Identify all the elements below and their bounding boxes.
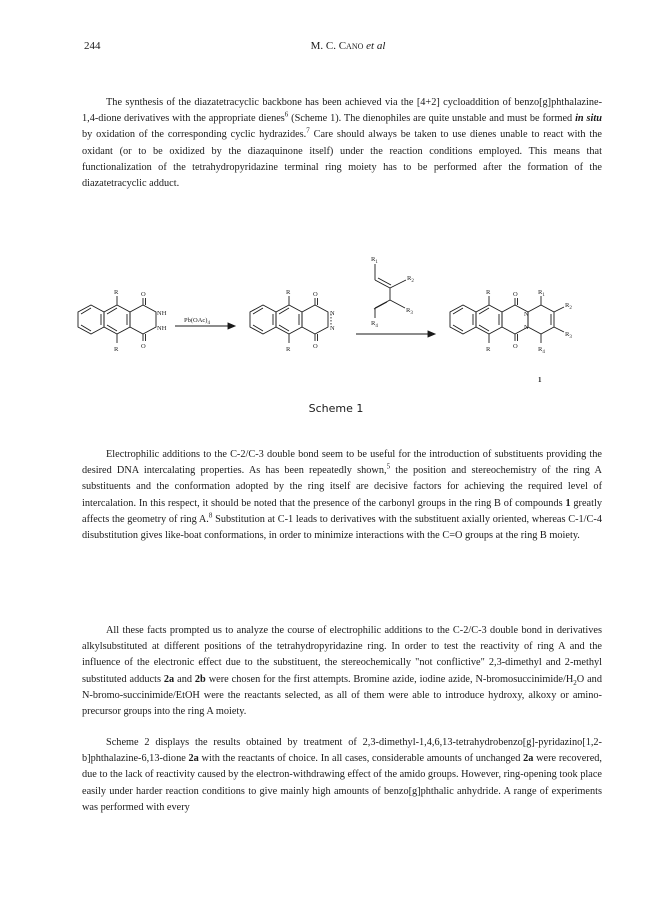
paragraph-3 xyxy=(82,623,602,720)
adduct-r-top: R xyxy=(486,289,491,296)
p3-text-b: and xyxy=(174,673,195,685)
diazaquinone-r-top: R xyxy=(286,289,291,296)
scheme-caption: Scheme 1 xyxy=(308,402,364,415)
diene-r1: $R_1$ xyxy=(371,256,378,265)
p2-text-d: Substitution at C-1 leads to derivatives with the substituent axially oriented, whereas C-1/C-4 disubstitution gives like-boat conformations, in order to minimize interactions with the C=O groups at the ring B moiety. xyxy=(82,513,602,542)
p1-ref-7: 7 xyxy=(306,126,310,135)
diazaquinone-n-bottom: N xyxy=(330,325,335,332)
hydrazide-nh-top: NH xyxy=(157,310,167,317)
p4-text-c: were recovered, due to the lack of reactivity caused by the electron-withdrawing effect of the amido groups. However, ring-opening took place easily under harder reaction conditions to give mainly high amounts of benzo[g]phthalic anhydride. A range of experiments was performed with every xyxy=(82,753,602,813)
adduct-o-top: O xyxy=(513,291,518,298)
hydrazide-r-bottom: R xyxy=(114,346,119,353)
p4-compound-2a: 2a xyxy=(188,753,199,765)
p4-text-b: with the reactants of choice. In all cases, considerable amounts of unchanged xyxy=(198,753,524,765)
p3-compound-2a: 2a xyxy=(163,673,175,685)
adduct-o-bottom: O xyxy=(513,343,518,350)
hydrazide-nh-bottom: NH xyxy=(157,325,167,332)
diazaquinone-r-bottom: R xyxy=(286,346,291,353)
p1-ref-6: 6 xyxy=(284,110,289,119)
p2-ref-5: 5 xyxy=(386,462,391,471)
p2-ref-8: 8 xyxy=(208,511,213,520)
p3-text-d: O and N-bromo-succinimide/EtOH were the reactants selected, as all of them were able to introduce hydroxy, alkoxy or amino-precursor groups into the ring A moiety. xyxy=(82,673,602,718)
hydrazide-o-top: O xyxy=(141,291,146,298)
p2-text-b: the position and stereochemistry of the ring A substituents and the conformation adopted by the ring itself are decisive factors for achieving the required level of intercalation. In this respect, it should be noted that the presence of the carbonyl groups in the ring B of compounds xyxy=(82,465,602,509)
p4-text-a: Scheme 2 displays the results obtained by treatment of 2,3-dimethyl-1,4,6,13-tetrahydrobenzo[g]-pyridazino[1,2-b]phthalazine-6,13-dione xyxy=(82,737,602,765)
scheme-1-svg xyxy=(60,250,620,410)
adduct-n-top: N xyxy=(524,311,529,318)
diene-r4: $R_4$ xyxy=(371,320,378,329)
p1-in-situ: in situ xyxy=(575,113,602,125)
adduct-n-bottom: N xyxy=(524,324,529,331)
adduct-r1: $R_1$ xyxy=(538,289,545,298)
p1-text-d: Care should always be taken to use dienes unable to react with the oxidant (or to be oxidized by the diazaquinone itself) under the reaction conditions employed. This means that functionalization of the tetrahydropyridazine terminal ring moiety has to be performed after the formation of the diazatetracyclic adduct. xyxy=(82,129,602,190)
adduct-molecule xyxy=(450,296,564,343)
adduct-r2: $R_2$ xyxy=(565,302,572,311)
paragraph-2 xyxy=(82,447,602,544)
diazaquinone-o-bottom: O xyxy=(313,343,318,350)
p1-text-a: The synthesis of the diazatetracyclic backbone has been achieved via the [4+2] cycloaddition of benzo[g]phthalazine-1,4-dione derivatives with the appropriate dienes xyxy=(82,97,602,125)
diazaquinone-n-top: N xyxy=(330,310,335,317)
diene-r2: $R_2$ xyxy=(407,275,414,284)
author-prefix: M. C. xyxy=(310,40,339,52)
p3-sub-2: 2 xyxy=(573,678,577,687)
page-number: 244 xyxy=(84,40,101,52)
diazaquinone-molecule xyxy=(250,296,331,343)
p1-text-c: by oxidation of the corresponding cyclic hydrazides. xyxy=(82,129,307,141)
page-header xyxy=(84,40,612,56)
adduct-r3: $R_3$ xyxy=(565,331,572,340)
diene-structure xyxy=(374,264,406,318)
adduct-r4: $R_4$ xyxy=(538,346,545,355)
diazaquinone-o-top: O xyxy=(313,291,318,298)
p2-text-a: Electrophilic additions to the C-2/C-3 double bond seem to be useful for the introduction of substituents providing the desired DNA intercalating properties. As has been repeatedly shown, xyxy=(82,449,602,477)
p2-compound-1: 1 xyxy=(565,497,571,509)
p3-compound-2b: 2b xyxy=(194,673,206,685)
paragraph-4 xyxy=(82,735,602,816)
paragraph-1 xyxy=(82,95,602,192)
reagent-label: $Pb(OAc)_4$ xyxy=(184,317,210,326)
p1-text-b: (Scheme 1). The dienophiles are quite unstable and must be formed xyxy=(288,113,576,125)
p2-text-c: greatly affects the geometry of ring A. xyxy=(82,497,602,525)
hydrazide-r-top: R xyxy=(114,289,119,296)
p3-text-a: All these facts prompted us to analyze the course of electrophilic additions to the C-2/C-3 double bond in derivatives alkylsubstituted at different positions of the tetrahydropyridazine ring. In order to test the reactivity of ring A and the influence of the electronic effect due to the substituent, the stereochemically "not conflictive" 2,3-dimethyl and 2-methyl substituted adducts xyxy=(82,625,602,685)
scheme-1-figure xyxy=(60,250,620,410)
diene-r3: $R_3$ xyxy=(406,307,413,316)
hydrazide-o-bottom: O xyxy=(141,343,146,350)
hydrazide-molecule xyxy=(78,296,156,343)
author-name: Cano xyxy=(338,40,364,52)
running-head xyxy=(84,40,612,52)
author-suffix: et al xyxy=(363,40,386,52)
compound-label: 1 xyxy=(538,376,542,384)
adduct-r-bottom: R xyxy=(486,346,491,353)
p3-text-c: were chosen for the first attempts. Bromine azide, iodine azide, N-bromosuccinimide/H xyxy=(205,673,574,685)
p4-compound-2a-second: 2a xyxy=(523,753,534,765)
